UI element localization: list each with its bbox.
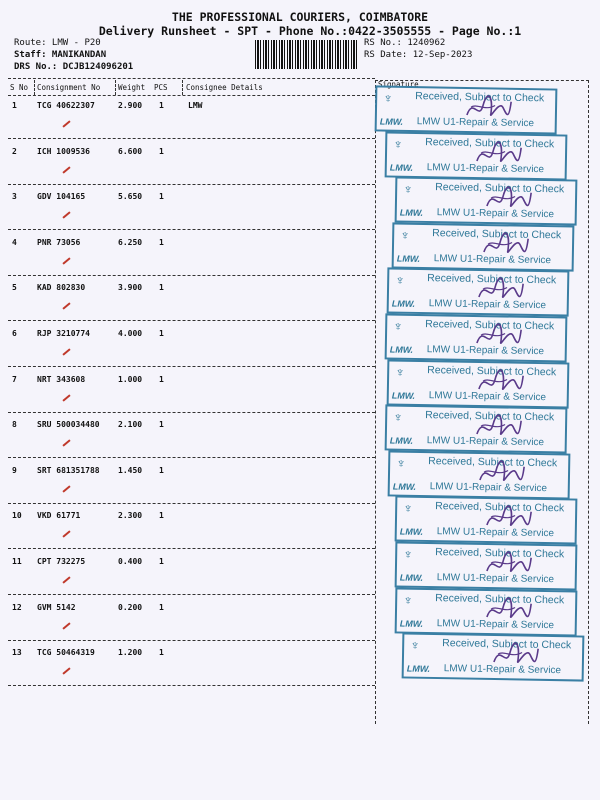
row-divider bbox=[8, 412, 375, 413]
stamp-lmw-text: LMW. bbox=[389, 162, 414, 173]
stamp-lmw-text: LMW. bbox=[406, 663, 431, 675]
received-stamp bbox=[385, 405, 568, 454]
stamp-lmw-text: LMW. bbox=[391, 390, 416, 401]
stamp-received-text: Received, Subject to Check bbox=[435, 591, 565, 606]
row-weight: 3.900 bbox=[118, 283, 143, 293]
row-consignment: GDV 104165 bbox=[37, 192, 86, 202]
col-divider bbox=[115, 80, 116, 95]
checkmark-icon bbox=[62, 303, 70, 310]
stamp-received-text: Received, Subject to Check bbox=[425, 318, 555, 333]
row-sno: 10 bbox=[12, 511, 22, 521]
row-pcs: 1 bbox=[159, 101, 164, 110]
signature-scribble bbox=[477, 275, 526, 306]
row-sno: 2 bbox=[12, 146, 17, 156]
row-pcs: 1 bbox=[159, 237, 164, 247]
received-stamp bbox=[387, 268, 570, 317]
col-consignment: Consignment No bbox=[37, 83, 101, 92]
row-weight: 1.000 bbox=[118, 374, 143, 384]
signature-scribble bbox=[492, 640, 541, 671]
stamp-lmw-text: LMW. bbox=[396, 253, 421, 264]
stamp-received-text: Received, Subject to Check bbox=[425, 135, 555, 150]
row-consignment: VKD 61771 bbox=[37, 511, 81, 521]
rs-number: RS No.: 1240962 bbox=[364, 38, 446, 48]
row-divider bbox=[8, 229, 375, 230]
row-pcs: 1 bbox=[159, 557, 164, 566]
stamp-service-text: LMW U1-Repair & Service bbox=[428, 298, 547, 312]
stamp-service-text: LMW U1-Repair & Service bbox=[436, 617, 555, 631]
checkmark-icon bbox=[62, 440, 70, 447]
stamp-lmw-text: LMW. bbox=[389, 435, 414, 447]
row-consignment: SRT 681351788 bbox=[37, 465, 100, 475]
received-stamp bbox=[385, 131, 568, 180]
received-stamp bbox=[375, 85, 558, 134]
lmw-logo-icon: ♆ bbox=[410, 637, 421, 653]
lmw-logo-icon: ♆ bbox=[383, 90, 394, 106]
row-sno: 11 bbox=[12, 557, 22, 566]
row-sno: 4 bbox=[12, 237, 17, 247]
received-stamp bbox=[395, 496, 578, 545]
checkmark-icon bbox=[62, 394, 70, 401]
stamp-received-text: Received, Subject to Check bbox=[442, 637, 572, 652]
row-weight: 2.900 bbox=[118, 101, 143, 110]
row-consignment: KAD 802830 bbox=[37, 283, 86, 293]
lmw-logo-icon: ♆ bbox=[403, 546, 414, 562]
signature-scribble bbox=[477, 367, 526, 398]
row-weight: 0.400 bbox=[118, 557, 143, 566]
row-divider bbox=[8, 685, 375, 686]
col-divider bbox=[182, 80, 183, 95]
row-pcs: 1 bbox=[159, 283, 164, 293]
row-pcs: 1 bbox=[159, 648, 164, 658]
received-stamp bbox=[395, 177, 578, 226]
row-sno: 5 bbox=[12, 283, 17, 293]
row-consignment: NRT 343608 bbox=[37, 374, 86, 384]
signature-scribble bbox=[478, 458, 527, 489]
stamp-lmw-text: LMW. bbox=[391, 298, 416, 310]
stamp-service-text: LMW U1-Repair & Service bbox=[426, 435, 545, 449]
lmw-logo-icon: ♆ bbox=[400, 227, 411, 243]
received-stamp bbox=[395, 541, 578, 590]
row-pcs: 1 bbox=[159, 192, 164, 202]
lmw-logo-icon: ♆ bbox=[403, 592, 414, 608]
stamp-service-text: LMW U1-Repair & Service bbox=[433, 252, 552, 266]
stamp-lmw-text: LMW. bbox=[399, 207, 424, 219]
stamp-service-text: LMW U1-Repair & Service bbox=[426, 161, 545, 175]
signature-scribble bbox=[485, 184, 534, 215]
checkmark-icon bbox=[62, 485, 70, 492]
rs-date: RS Date: 12-Sep-2023 bbox=[364, 50, 473, 60]
row-divider bbox=[8, 184, 375, 185]
signature-scribble bbox=[475, 139, 524, 170]
stamp-received-text: Received, Subject to Check bbox=[427, 363, 557, 378]
stamp-received-text: Received, Subject to Check bbox=[425, 409, 555, 424]
received-stamp bbox=[402, 633, 585, 682]
col-signature: Signature bbox=[378, 80, 419, 89]
stamp-received-text: Received, Subject to Check bbox=[432, 226, 562, 242]
row-pcs: 1 bbox=[159, 511, 164, 521]
row-consignment: GVM 5142 bbox=[37, 602, 76, 612]
lmw-logo-icon: ♆ bbox=[403, 500, 414, 517]
header-top-divider bbox=[8, 78, 375, 79]
stamp-received-text: Received, Subject to Check bbox=[415, 90, 545, 105]
row-sno: 12 bbox=[12, 602, 22, 612]
checkmark-icon bbox=[62, 120, 70, 127]
row-weight: 2.100 bbox=[118, 420, 143, 430]
signature-scribble bbox=[482, 230, 531, 261]
checkmark-icon bbox=[62, 668, 70, 675]
row-sno: 7 bbox=[12, 374, 17, 384]
row-divider bbox=[8, 503, 375, 504]
row-weight: 5.650 bbox=[118, 192, 143, 202]
stamp-received-text: Received, Subject to Check bbox=[435, 500, 565, 515]
stamp-lmw-text: LMW. bbox=[379, 116, 404, 127]
row-consignment: TCG 50464319 bbox=[37, 648, 95, 658]
row-divider bbox=[8, 594, 375, 595]
row-sno: 1 bbox=[12, 101, 17, 110]
received-stamp bbox=[395, 587, 578, 636]
lmw-logo-icon: ♆ bbox=[395, 364, 406, 380]
checkmark-icon bbox=[62, 531, 70, 538]
row-pcs: 1 bbox=[159, 420, 164, 430]
stamp-service-text: LMW U1-Repair & Service bbox=[428, 389, 547, 403]
stamp-lmw-text: LMW. bbox=[399, 526, 424, 538]
row-sno: 8 bbox=[12, 420, 17, 430]
lmw-logo-icon: ♆ bbox=[395, 272, 406, 289]
col-weight: Weight bbox=[118, 83, 146, 92]
stamp-lmw-text: LMW. bbox=[399, 572, 424, 583]
col-pcs: PCS bbox=[154, 83, 168, 92]
row-weight: 0.200 bbox=[118, 602, 143, 612]
row-pcs: 1 bbox=[159, 602, 164, 612]
lmw-logo-icon: ♆ bbox=[393, 409, 404, 425]
row-sno: 13 bbox=[12, 648, 22, 658]
drs-number: DRS No.: DCJB124096201 bbox=[14, 62, 134, 72]
checkmark-icon bbox=[62, 257, 70, 264]
lmw-logo-icon: ♆ bbox=[393, 136, 404, 152]
row-sno: 3 bbox=[12, 192, 17, 202]
col-sno: S No bbox=[10, 83, 29, 92]
row-consignment: PNR 73056 bbox=[37, 237, 81, 247]
lmw-logo-icon: ♆ bbox=[403, 181, 414, 197]
received-stamp bbox=[388, 450, 571, 499]
stamp-lmw-text: LMW. bbox=[399, 618, 424, 629]
signature-scribble bbox=[465, 93, 514, 124]
row-weight: 4.000 bbox=[118, 329, 143, 338]
row-consignment: RJP 3210774 bbox=[37, 329, 90, 338]
row-consignment: TCG 40622307 bbox=[37, 101, 95, 110]
row-divider bbox=[8, 320, 375, 321]
row-consignment: CPT 732275 bbox=[37, 557, 86, 566]
row-consignment: ICH 1009536 bbox=[37, 146, 90, 156]
row-sno: 6 bbox=[12, 329, 17, 338]
row-weight: 1.450 bbox=[118, 465, 143, 475]
signature-scribble bbox=[475, 321, 524, 352]
row-consignment: SRU 500034480 bbox=[37, 420, 100, 430]
row-divider bbox=[8, 457, 375, 458]
runsheet-subtitle: Delivery Runsheet - SPT - Phone No.:0422-3505555 - Page No.:1 bbox=[98, 24, 522, 38]
barcode bbox=[255, 40, 358, 69]
stamp-service-text: LMW U1-Repair & Service bbox=[416, 116, 535, 130]
company-title: THE PROFESSIONAL COURIERS, COIMBATORE bbox=[171, 10, 429, 24]
col-consignee: Consignee Details bbox=[186, 83, 263, 92]
stamp-service-text: LMW U1-Repair & Service bbox=[429, 480, 548, 494]
stamp-service-text: LMW U1-Repair & Service bbox=[436, 207, 555, 221]
signature-scribble bbox=[485, 503, 534, 534]
stamp-received-text: Received, Subject to Check bbox=[435, 181, 565, 196]
stamp-lmw-text: LMW. bbox=[389, 344, 414, 355]
checkmark-icon bbox=[62, 576, 70, 583]
row-weight: 1.200 bbox=[118, 648, 143, 658]
lmw-logo-icon: ♆ bbox=[396, 455, 407, 471]
lmw-logo-icon: ♆ bbox=[393, 318, 404, 334]
stamp-received-text: Received, Subject to Check bbox=[427, 272, 557, 287]
received-stamp bbox=[385, 313, 568, 362]
route-label: Route: LMW - P20 bbox=[14, 38, 101, 48]
row-divider bbox=[8, 548, 375, 549]
row-pcs: 1 bbox=[159, 465, 164, 475]
row-divider bbox=[8, 640, 375, 641]
col-divider bbox=[34, 80, 35, 95]
row-weight: 6.250 bbox=[118, 237, 143, 247]
stamp-service-text: LMW U1-Repair & Service bbox=[436, 572, 555, 586]
staff-label: Staff: MANIKANDAN bbox=[14, 50, 107, 60]
received-stamp bbox=[387, 359, 570, 408]
checkmark-icon bbox=[62, 166, 70, 173]
row-pcs: 1 bbox=[159, 374, 164, 384]
row-divider bbox=[8, 366, 375, 367]
stamp-service-text: LMW U1-Repair & Service bbox=[436, 526, 555, 540]
stamp-service-text: LMW U1-Repair & Service bbox=[443, 663, 562, 677]
signature-scribble bbox=[485, 549, 534, 580]
stamp-received-text: Received, Subject to Check bbox=[428, 454, 558, 470]
checkmark-icon bbox=[62, 348, 70, 355]
row-pcs: 1 bbox=[159, 329, 164, 338]
checkmark-icon bbox=[62, 622, 70, 629]
row-weight: 2.300 bbox=[118, 511, 143, 521]
row-divider bbox=[8, 138, 375, 139]
row-divider bbox=[8, 275, 375, 276]
row-consignee: LMW bbox=[188, 101, 203, 110]
received-stamp bbox=[392, 222, 575, 271]
header-bottom-divider bbox=[8, 95, 375, 96]
signature-scribble bbox=[475, 412, 524, 443]
row-sno: 9 bbox=[12, 465, 17, 475]
row-pcs: 1 bbox=[159, 146, 164, 156]
row-weight: 6.600 bbox=[118, 146, 143, 156]
stamp-lmw-text: LMW. bbox=[392, 481, 417, 492]
stamp-received-text: Received, Subject to Check bbox=[435, 546, 565, 561]
signature-scribble bbox=[485, 595, 534, 626]
stamp-service-text: LMW U1-Repair & Service bbox=[426, 344, 545, 358]
checkmark-icon bbox=[62, 212, 70, 219]
